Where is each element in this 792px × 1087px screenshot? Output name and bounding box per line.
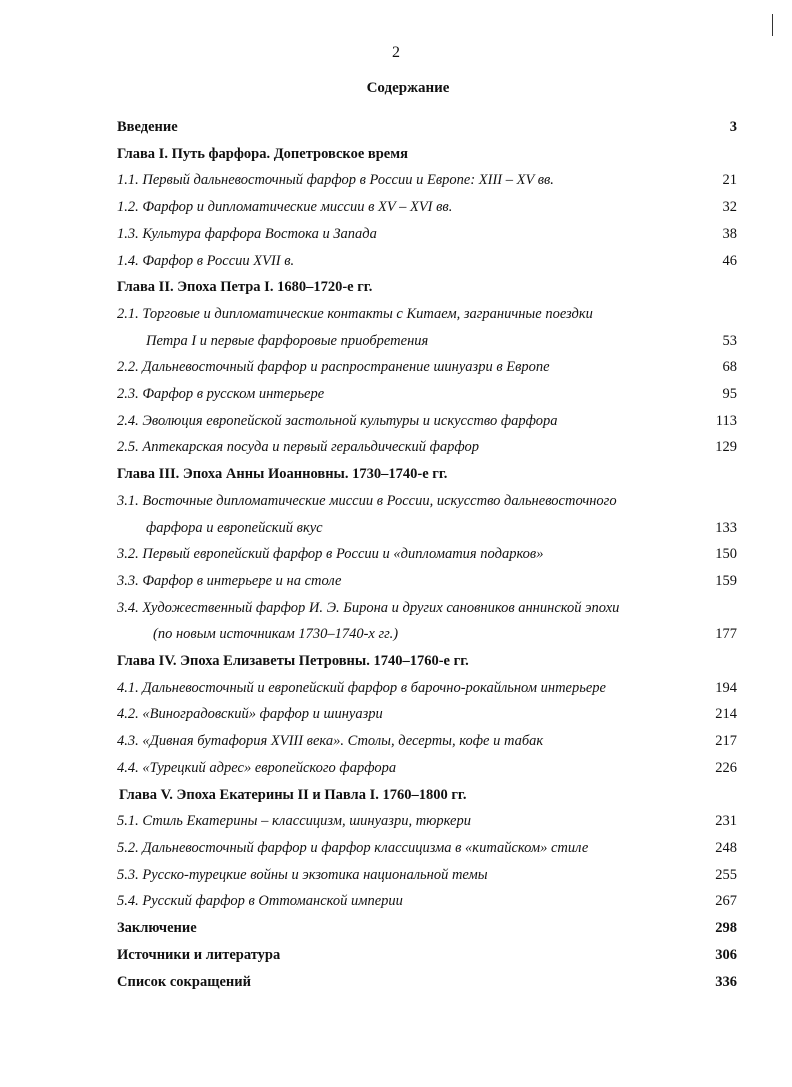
toc-entry-2-1[interactable]	[117, 301, 737, 354]
toc-entry-3-4[interactable]	[117, 595, 737, 648]
toc-entry-page: 255	[715, 866, 737, 883]
toc-chapter-3[interactable]	[117, 461, 737, 488]
toc-entry-page: 306	[715, 946, 737, 963]
toc-entry-page: 113	[715, 412, 737, 429]
table-of-contents	[117, 114, 737, 995]
toc-entry-page: 133	[715, 519, 737, 536]
toc-entry-page: 32	[722, 199, 737, 216]
toc-entry-label-line1: 2.1. Торговые и дипломатические контакты с Китаем, заграничные поездки	[117, 305, 593, 322]
chapter-title: Глава I. Путь фарфора. Допетровское время	[117, 145, 408, 162]
toc-entry-4-2[interactable]	[117, 701, 737, 728]
toc-entry-3-1[interactable]	[117, 488, 737, 541]
toc-entry-label-line2: (по новым источникам 1730–1740-х гг.)	[153, 626, 399, 643]
toc-entry-2-4[interactable]	[117, 408, 737, 435]
toc-entry-label: 2.4. Эволюция европейской застольной культуры и искусство фарфора	[117, 412, 558, 429]
toc-entry-label: 1.3. Культура фарфора Востока и Запада	[117, 225, 377, 242]
toc-entry-page: 68	[722, 359, 737, 376]
toc-entry-page: 159	[715, 572, 737, 589]
toc-entry-label-line2: фарфора и европейский вкус	[146, 519, 323, 536]
toc-entry-label: Введение	[117, 119, 178, 135]
chapter-title: Глава II. Эпоха Петра I. 1680–1720-е гг.	[117, 279, 373, 296]
toc-chapter-4[interactable]	[117, 648, 737, 675]
toc-entry-label: 4.2. «Виноградовский» фарфор и шинуазри	[117, 706, 383, 723]
toc-entry-label-line1: 3.1. Восточные дипломатические миссии в России, искусство дальневосточного	[117, 492, 617, 509]
toc-entry-2-3[interactable]	[117, 381, 737, 408]
toc-chapter-1[interactable]	[117, 141, 737, 168]
chapter-title: Глава III. Эпоха Анны Иоанновны. 1730–1740-е гг.	[117, 466, 448, 483]
toc-entry-label: Заключение	[117, 920, 197, 937]
page-number: 2	[392, 44, 400, 61]
toc-entry-5-4[interactable]	[117, 888, 737, 915]
toc-entry-1-3[interactable]	[117, 221, 737, 248]
toc-entry-page: 336	[715, 973, 737, 990]
toc-entry-page: 21	[722, 172, 737, 189]
toc-entry-label: 5.3. Русско-турецкие войны и экзотика национальной темы	[117, 866, 488, 883]
toc-entry-conclusion[interactable]	[117, 915, 737, 942]
toc-entry-label: 1.1. Первый дальневосточный фарфор в России и Европе: XIII – XV вв.	[117, 172, 554, 189]
toc-entry-1-1[interactable]	[117, 167, 737, 194]
toc-entry-page: 46	[722, 252, 737, 269]
toc-entry-label	[117, 595, 677, 648]
toc-entry-page: 150	[715, 546, 737, 563]
toc-chapter-2[interactable]	[117, 274, 737, 301]
toc-entry-page: 214	[715, 706, 737, 723]
toc-entry-label: 5.2. Дальневосточный фарфор и фарфор классицизма в «китайском» стиле	[117, 839, 589, 856]
toc-entry-page: 38	[722, 225, 737, 242]
toc-entry-page: 95	[722, 386, 737, 403]
toc-entry-label: 2.3. Фарфор в русском интерьере	[117, 386, 325, 403]
toc-entry-1-4[interactable]	[117, 248, 737, 275]
page-title: Содержание	[366, 80, 450, 96]
toc-entry-label: 2.5. Аптекарская посуда и первый геральдический фарфор	[117, 439, 480, 456]
toc-entry-page: 3	[729, 119, 737, 135]
toc-entry-5-1[interactable]	[117, 808, 737, 835]
toc-entry-page: 226	[715, 759, 737, 776]
toc-entry-4-3[interactable]	[117, 728, 737, 755]
toc-entry-page: 248	[715, 839, 737, 856]
toc-entry-label: Список сокращений	[117, 973, 251, 990]
toc-entry-page: 298	[715, 920, 737, 937]
toc-entry-2-2[interactable]	[117, 354, 737, 381]
toc-entry-label: 3.2. Первый европейский фарфор в России и «дипломатия подарков»	[117, 546, 544, 563]
toc-entry-label-line1: 3.4. Художественный фарфор И. Э. Бирона и других сановников аннинской эпохи	[117, 599, 620, 616]
toc-entry-page: 231	[715, 813, 737, 830]
chapter-title: Глава IV. Эпоха Елизаветы Петровны. 1740–1760-е гг.	[117, 653, 469, 670]
toc-entry-5-2[interactable]	[117, 835, 737, 862]
toc-entry-page: 53	[722, 332, 737, 349]
toc-entry-page: 129	[715, 439, 737, 456]
scan-edge-mark	[772, 14, 775, 36]
toc-entry-label: 4.1. Дальневосточный и европейский фарфор в барочно-рокайльном интерьере	[117, 679, 606, 696]
toc-entry-abbreviations[interactable]	[117, 969, 737, 996]
toc-entry-page: 267	[715, 893, 737, 910]
toc-entry-page: 177	[715, 626, 737, 643]
toc-entry-label: Источники и литература	[117, 946, 281, 963]
toc-entry-sources[interactable]	[117, 942, 737, 969]
toc-entry-1-2[interactable]	[117, 194, 737, 221]
toc-entry-label-line2: Петра I и первые фарфоровые приобретения	[146, 332, 429, 349]
toc-entry-intro[interactable]	[117, 114, 737, 141]
toc-entry-label: 4.4. «Турецкий адрес» европейского фарфора	[117, 759, 397, 776]
toc-entry-4-1[interactable]	[117, 675, 737, 702]
toc-entry-label: 4.3. «Дивная бутафория XVIII века». Столы, десерты, кофе и табак	[117, 733, 544, 750]
toc-entry-3-3[interactable]	[117, 568, 737, 595]
toc-entry-4-4[interactable]	[117, 755, 737, 782]
toc-entry-label: 5.4. Русский фарфор в Оттоманской империи	[117, 893, 403, 910]
toc-entry-label	[117, 488, 677, 541]
toc-entry-2-5[interactable]	[117, 434, 737, 461]
toc-entry-label: 5.1. Стиль Екатерины – классицизм, шинуазри, тюркери	[117, 813, 471, 830]
toc-entry-label	[117, 301, 677, 354]
chapter-title: Глава V. Эпоха Екатерины II и Павла I. 1760–1800 гг.	[119, 786, 467, 803]
toc-entry-label: 3.3. Фарфор в интерьере и на столе	[117, 572, 342, 589]
toc-entry-label: 1.2. Фарфор и дипломатические миссии в XV – XVI вв.	[117, 199, 453, 216]
toc-entry-3-2[interactable]	[117, 541, 737, 568]
toc-entry-page: 217	[715, 733, 737, 750]
toc-chapter-5[interactable]	[117, 782, 737, 809]
toc-entry-page: 194	[715, 679, 737, 696]
toc-entry-label: 2.2. Дальневосточный фарфор и распространение шинуазри в Европе	[117, 359, 550, 376]
toc-entry-label: 1.4. Фарфор в России XVII в.	[117, 252, 295, 269]
toc-entry-5-3[interactable]	[117, 862, 737, 889]
